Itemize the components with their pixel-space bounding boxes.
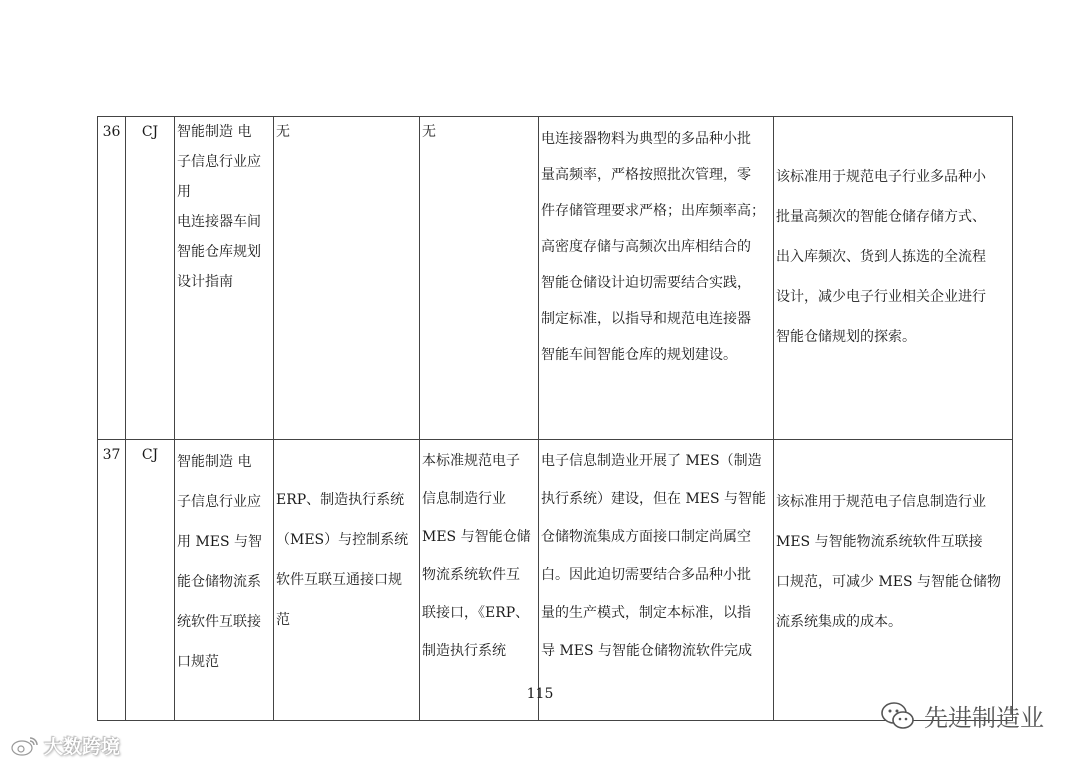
watermark-right bbox=[880, 698, 1044, 733]
watermark-right-text: 先进制造业 bbox=[924, 704, 1044, 732]
weibo-icon bbox=[10, 735, 40, 757]
row-number: 36 bbox=[98, 117, 126, 440]
table-row bbox=[98, 440, 1013, 721]
scope-text: 该标准用于规范电子行业多品种小 批量高频次的智能仓储存储方式、 出入库频次、货到人拣选的全流程 设计，减少电子行业相关企业进行 智能仓储规划的探索。 bbox=[774, 117, 1013, 440]
row-category: CJ bbox=[126, 440, 175, 721]
related-standards: ERP、制造执行系统 （MES）与控制系统 软件互联互通接口规 范 bbox=[274, 440, 420, 721]
necessity-text: 电连接器物料为典型的多品种小批 量高频率，严格按照批次管理，零 件存储管理要求严格；出库频率高； 高密度存储与高频次出库相结合的 智能仓储设计迫切需要结合实践， 制定标准，以指导和规范电连接器 智能车间智能仓库的规划建设。 bbox=[539, 117, 774, 440]
reference-standards: 本标准规范电子 信息制造行业 MES 与智能仓储 物流系统软件互 联接口，《ERP、 制造执行系统 bbox=[420, 440, 539, 721]
standard-name: 智能制造 电 子信息行业应 用 MES 与智 能仓储物流系 统软件互联接 口规范 bbox=[175, 440, 274, 721]
table-row bbox=[98, 117, 1013, 440]
related-standards: 无 bbox=[274, 117, 420, 440]
watermark-left bbox=[10, 732, 120, 759]
necessity-text: 电子信息制造业开展了 MES（制造 执行系统）建设，但在 MES 与智能 仓储物流集成方面接口制定尚属空 白。因此迫切需要结合多品种小批 量的生产模式，制定本标准，以指 导 MES 与智能仓储物流软件完成 bbox=[539, 440, 774, 721]
standard-name: 智能制造 电 子信息行业应 用 电连接器车间 智能仓库规划 设计指南 bbox=[175, 117, 274, 440]
standards-table bbox=[97, 116, 1013, 721]
watermark-left-text: 大数跨境 bbox=[44, 736, 121, 758]
reference-standards: 无 bbox=[420, 117, 539, 440]
scope-text: 该标准用于规范电子信息制造行业 MES 与智能物流系统软件互联接 口规范，可减少 MES 与智能仓储物 流系统集成的成本。 bbox=[774, 440, 1013, 721]
page-number: 115 bbox=[526, 686, 554, 702]
row-category: CJ bbox=[126, 117, 175, 440]
row-number: 37 bbox=[98, 440, 126, 721]
wechat-icon bbox=[880, 701, 916, 731]
